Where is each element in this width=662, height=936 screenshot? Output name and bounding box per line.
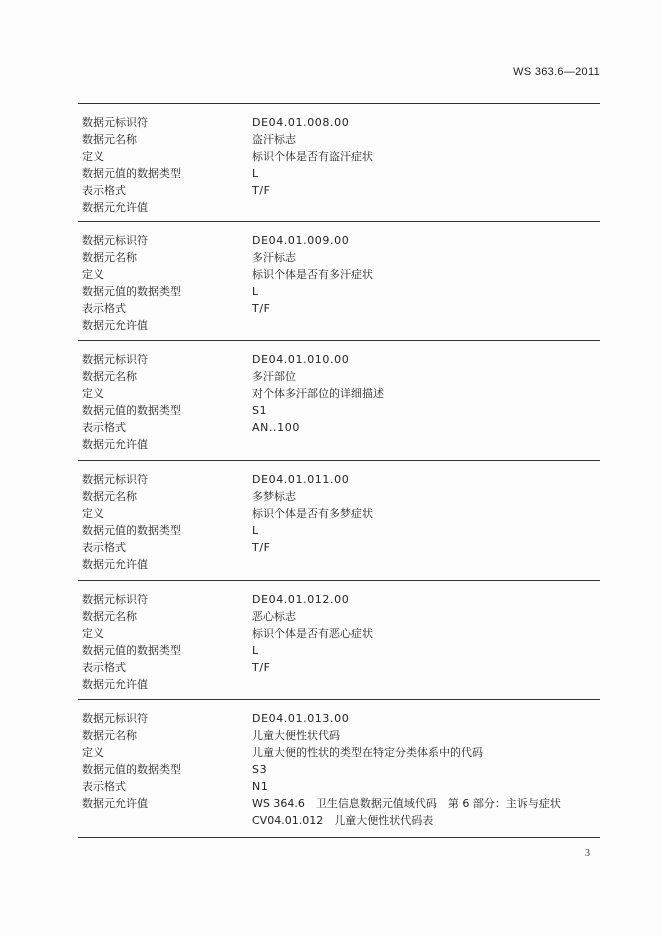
data-element-entry	[82, 710, 602, 829]
label-definition: 定义	[82, 627, 104, 640]
entry-row-name	[82, 249, 602, 266]
data-element-entry	[82, 471, 602, 573]
label-identifier: 数据元标识符	[82, 353, 148, 366]
label-data-type: 数据元值的数据类型	[82, 763, 181, 776]
entry-row-data-type	[82, 402, 602, 419]
value-format: N1	[252, 780, 269, 793]
label-format: 表示格式	[82, 302, 126, 315]
value-data-type: L	[252, 167, 259, 180]
entry-row-allowed-values	[82, 436, 602, 453]
value-allowed-values-line2: CV04.01.012 儿童大便性状代码表	[252, 814, 434, 827]
value-data-type: S1	[252, 404, 268, 417]
data-element-entry	[82, 351, 602, 453]
entry-row-identifier	[82, 351, 602, 368]
value-name: 盗汗标志	[252, 133, 296, 146]
label-name: 数据元名称	[82, 610, 137, 623]
entry-row-data-type	[82, 522, 602, 539]
entry-row-data-type	[82, 761, 602, 778]
label-format: 表示格式	[82, 661, 126, 674]
value-definition: 儿童大便的性状的类型在特定分类体系中的代码	[252, 746, 483, 759]
data-element-entry	[82, 114, 602, 216]
entry-row-definition	[82, 625, 602, 642]
value-format: T/F	[252, 184, 271, 197]
label-identifier: 数据元标识符	[82, 712, 148, 725]
label-identifier: 数据元标识符	[82, 593, 148, 606]
divider-rule	[78, 580, 600, 581]
value-definition: 对个体多汗部位的详细描述	[252, 387, 384, 400]
label-name: 数据元名称	[82, 490, 137, 503]
value-identifier: DE04.01.008.00	[252, 116, 350, 129]
value-name: 多汗标志	[252, 251, 296, 264]
divider-rule	[78, 103, 600, 104]
value-identifier: DE04.01.012.00	[252, 593, 350, 606]
label-allowed-values: 数据元允许值	[82, 558, 148, 571]
entry-row-name	[82, 368, 602, 385]
entry-row-data-type	[82, 642, 602, 659]
value-data-type: L	[252, 524, 259, 537]
entry-row-allowed-values	[82, 317, 602, 334]
label-allowed-values: 数据元允许值	[82, 797, 148, 810]
entry-row-definition	[82, 505, 602, 522]
entry-row-identifier	[82, 710, 602, 727]
value-data-type: L	[252, 644, 259, 657]
label-format: 表示格式	[82, 541, 126, 554]
entry-row-allowed-values	[82, 556, 602, 573]
entry-row-format	[82, 182, 602, 199]
entry-row-definition	[82, 385, 602, 402]
label-definition: 定义	[82, 387, 104, 400]
entry-row-identifier	[82, 232, 602, 249]
entry-row-identifier	[82, 591, 602, 608]
label-definition: 定义	[82, 268, 104, 281]
value-name: 恶心标志	[252, 610, 296, 623]
entry-row-identifier	[82, 471, 602, 488]
value-definition: 标识个体是否有盗汗症状	[252, 150, 373, 163]
label-format: 表示格式	[82, 184, 126, 197]
label-name: 数据元名称	[82, 133, 137, 146]
divider-rule	[78, 837, 600, 838]
value-allowed-values: WS 364.6 卫生信息数据元值域代码 第 6 部分：主诉与症状	[252, 797, 561, 810]
label-identifier: 数据元标识符	[82, 116, 148, 129]
data-element-entry	[82, 232, 602, 334]
value-definition: 标识个体是否有恶心症状	[252, 627, 373, 640]
entry-row-format	[82, 419, 602, 436]
value-format: T/F	[252, 302, 271, 315]
value-name: 儿童大便性状代码	[252, 729, 340, 742]
label-format: 表示格式	[82, 421, 126, 434]
label-identifier: 数据元标识符	[82, 473, 148, 486]
entry-row-data-type	[82, 165, 602, 182]
label-allowed-values: 数据元允许值	[82, 678, 148, 691]
label-data-type: 数据元值的数据类型	[82, 524, 181, 537]
value-identifier: DE04.01.013.00	[252, 712, 350, 725]
value-format: T/F	[252, 541, 271, 554]
value-name: 多汗部位	[252, 370, 296, 383]
entry-row-format	[82, 778, 602, 795]
value-definition: 标识个体是否有多梦症状	[252, 507, 373, 520]
label-data-type: 数据元值的数据类型	[82, 644, 181, 657]
divider-rule	[78, 460, 600, 461]
entry-row-name	[82, 488, 602, 505]
divider-rule	[78, 699, 600, 700]
label-definition: 定义	[82, 746, 104, 759]
value-format: AN..100	[252, 421, 300, 434]
label-definition: 定义	[82, 507, 104, 520]
label-data-type: 数据元值的数据类型	[82, 167, 181, 180]
value-format: T/F	[252, 661, 271, 674]
entry-row-data-type	[82, 283, 602, 300]
value-definition: 标识个体是否有多汗症状	[252, 268, 373, 281]
entry-row-identifier	[82, 114, 602, 131]
value-identifier: DE04.01.010.00	[252, 353, 350, 366]
data-element-entry	[82, 591, 602, 693]
entry-row-name	[82, 608, 602, 625]
value-data-type: L	[252, 285, 259, 298]
entry-row-definition	[82, 148, 602, 165]
entry-row-format	[82, 300, 602, 317]
entry-row-definition	[82, 744, 602, 761]
entry-row-name	[82, 727, 602, 744]
label-name: 数据元名称	[82, 729, 137, 742]
label-data-type: 数据元值的数据类型	[82, 404, 181, 417]
entry-row-allowed-values-continued	[82, 812, 602, 829]
label-definition: 定义	[82, 150, 104, 163]
label-name: 数据元名称	[82, 370, 137, 383]
entry-row-definition	[82, 266, 602, 283]
divider-rule	[78, 340, 600, 341]
label-allowed-values: 数据元允许值	[82, 201, 148, 214]
entry-row-format	[82, 659, 602, 676]
label-identifier: 数据元标识符	[82, 234, 148, 247]
entry-row-allowed-values	[82, 199, 602, 216]
entry-row-format	[82, 539, 602, 556]
divider-rule	[78, 221, 600, 222]
page-number: 3	[585, 848, 590, 859]
entry-row-allowed-values	[82, 676, 602, 693]
label-name: 数据元名称	[82, 251, 137, 264]
label-data-type: 数据元值的数据类型	[82, 285, 181, 298]
label-allowed-values: 数据元允许值	[82, 319, 148, 332]
value-identifier: DE04.01.011.00	[252, 473, 350, 486]
entry-row-name	[82, 131, 602, 148]
value-name: 多梦标志	[252, 490, 296, 503]
label-format: 表示格式	[82, 780, 126, 793]
entry-row-allowed-values	[82, 795, 602, 812]
value-data-type: S3	[252, 763, 268, 776]
standard-code: WS 363.6—2011	[513, 66, 600, 78]
value-identifier: DE04.01.009.00	[252, 234, 350, 247]
label-allowed-values: 数据元允许值	[82, 438, 148, 451]
